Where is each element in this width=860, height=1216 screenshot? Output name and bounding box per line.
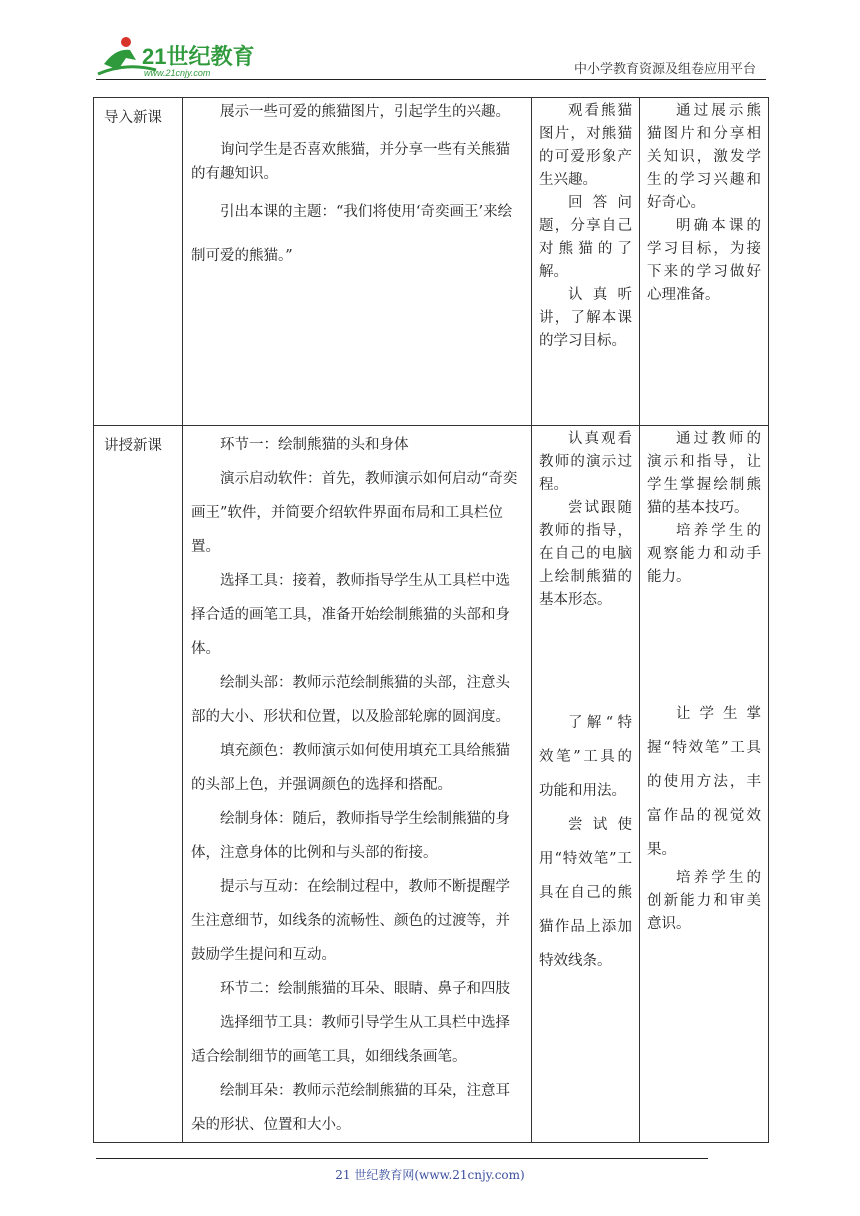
teacher-paragraph: 环节一：绘制熊猫的头和身体 <box>220 437 409 453</box>
teacher-paragraph: 绘制头部：教师示范绘制熊猫的头部，注意头部的大小、形状和位置，以及脸部轮廓的圆润度。 <box>191 675 510 725</box>
teacher-paragraph: 环节二：绘制熊猫的耳朵、眼睛、鼻子和四肢 <box>220 981 510 997</box>
intent-paragraph: 培养学生的创新能力和审美意识。 <box>647 870 761 932</box>
teacher-activity-cell <box>183 426 532 1143</box>
teacher-paragraph: 展示一些可爱的熊猫图片，引起学生的兴趣。 <box>220 104 510 120</box>
student-paragraph: 回答问题，分享自己对熊猫的了解。 <box>539 195 632 280</box>
teacher-paragraph: 选择工具：接着，教师指导学生从工具栏中选择合适的画笔工具，准备开始绘制熊猫的头部和身体。 <box>191 573 510 657</box>
student-paragraph: 观看熊猫图片，对熊猫的可爱形象产生兴趣。 <box>539 103 632 188</box>
teacher-paragraph: 填充颜色：教师演示如何使用填充工具给熊猫的头部上色，并强调颜色的选择和搭配。 <box>191 743 510 793</box>
teacher-paragraph: 提示与互动：在绘制过程中，教师不断提醒学生注意细节，如线条的流畅性、颜色的过渡等，并鼓励学生提问和互动。 <box>191 879 510 963</box>
stage-cell <box>94 426 183 1143</box>
student-activity-cell <box>532 98 640 426</box>
intent-paragraph: 让学生掌握“特效笔”工具的使用方法，丰富作品的视觉效果。 <box>647 706 761 858</box>
logo-url: www.21cnjy.com <box>144 68 211 78</box>
table-row <box>94 98 769 426</box>
student-paragraph: 认真听讲，了解本课的学习目标。 <box>539 287 632 349</box>
table-row <box>94 426 769 1143</box>
student-paragraph: 尝试跟随教师的指导，在自己的电脑上绘制熊猫的基本形态。 <box>539 500 632 608</box>
teacher-activity-cell <box>183 98 532 426</box>
design-intent-cell <box>640 98 769 426</box>
intent-paragraph: 通过展示熊猫图片和分享相关知识，激发学生的学习兴趣和好奇心。 <box>647 103 761 211</box>
runner-logo-icon <box>96 34 266 80</box>
platform-name: 中小学教育资源及组卷应用平台 <box>573 62 756 77</box>
intent-paragraph: 通过教师的演示和指导，让学生掌握绘制熊猫的基本技巧。 <box>647 431 761 516</box>
teacher-paragraph: 询问学生是否喜欢熊猫，并分享一些有关熊猫的有趣知识。 <box>191 142 510 182</box>
logo-text: 21世纪教育 <box>142 44 255 69</box>
header-divider <box>96 79 766 80</box>
teacher-paragraph: 引出本课的主题：“我们将使用‘奇奕画王’来绘制可爱的熊猫。” <box>191 204 513 264</box>
intent-paragraph: 培养学生的观察能力和动手能力。 <box>647 523 761 585</box>
stage-label: 讲授新课 <box>104 438 162 454</box>
teacher-paragraph: 演示启动软件：首先，教师演示如何启动“奇奕画王”软件，并简要介绍软件界面布局和工具栏位置。 <box>191 471 518 555</box>
student-paragraph: 尝试使用“特效笔”工具在自己的熊猫作品上添加特效线条。 <box>539 817 632 969</box>
student-paragraph: 了解“特效笔”工具的功能和用法。 <box>539 715 632 799</box>
teacher-paragraph: 选择细节工具：教师引导学生从工具栏中选择适合绘制细节的画笔工具，如细线条画笔。 <box>191 1015 510 1065</box>
footer-divider <box>96 1158 708 1159</box>
stage-label: 导入新课 <box>104 110 162 126</box>
student-activity-cell <box>532 426 640 1143</box>
intent-paragraph: 明确本课的学习目标，为接下来的学习做好心理准备。 <box>647 218 761 303</box>
lesson-plan-table <box>93 97 769 1143</box>
footer-text[interactable]: 21 世纪教育网(www.21cnjy.com) <box>335 1168 525 1182</box>
student-paragraph: 认真观看教师的演示过程。 <box>539 431 632 493</box>
teacher-paragraph: 绘制耳朵：教师示范绘制熊猫的耳朵，注意耳朵的形状、位置和大小。 <box>191 1083 510 1133</box>
design-intent-cell <box>640 426 769 1143</box>
stage-cell <box>94 98 183 426</box>
teacher-paragraph: 绘制身体：随后，教师指导学生绘制熊猫的身体，注意身体的比例和与头部的衔接。 <box>191 811 510 861</box>
site-logo <box>96 34 266 80</box>
